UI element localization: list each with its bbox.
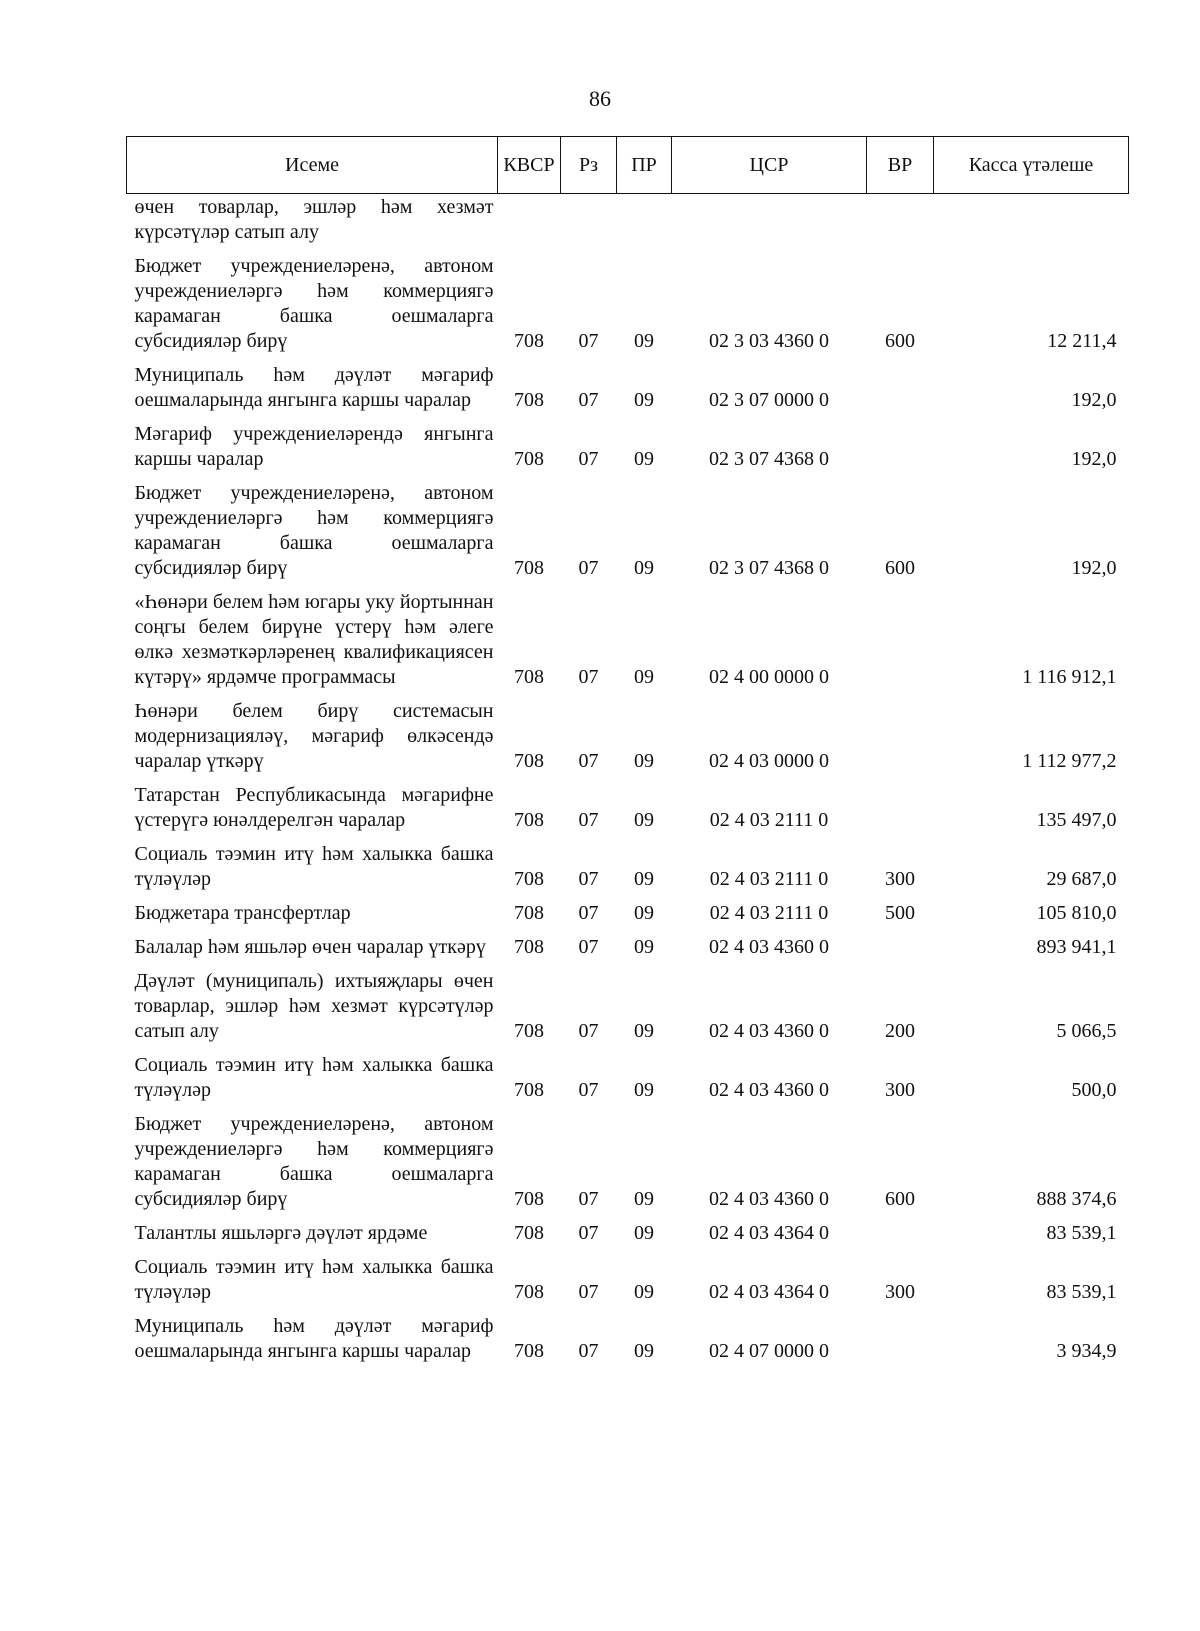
cell-pr: 09 [634,868,654,890]
header-kassa: Касса үтәлеше [934,137,1129,194]
cell-vr [867,584,934,693]
cell-amount: 5 066,5 [1056,1020,1117,1042]
cell-kvsr: 708 [514,1079,544,1101]
cell-kvsr: 708 [514,330,544,352]
cell-kvsr: 708 [514,809,544,831]
header-vr: ВР [867,137,934,194]
table-row [127,1106,1129,1215]
cell-kvsr: 708 [514,1281,544,1303]
cell-name: «Һөнәри белем һәм югары уку йортыннан соңгы белем бирүне үстерү һәм әлеге өлкә хезмәткәрләренең квалификациясен күтәрү» ярдәмче программасы [134,591,494,688]
cell-kvsr: 708 [514,666,544,688]
cell-vr [867,416,934,475]
cell-pr: 09 [634,902,654,924]
cell-csr: 02 4 03 2111 0 [709,868,829,890]
cell-kvsr: 708 [514,389,544,411]
cell-name: өчен товарлар, эшләр һәм хезмәт күрсәтүләр сатып алу [134,196,494,243]
cell-rz: 07 [578,1281,599,1303]
header-name: Исеме [127,137,498,194]
cell-csr: 02 3 07 4368 0 [709,557,829,579]
cell-name: Муниципаль һәм дәүләт мәгариф оешмаларында янгынга каршы чаралар [134,1315,494,1362]
cell-rz: 07 [578,936,599,958]
table-row [127,895,1129,929]
cell-pr: 09 [634,1340,654,1362]
cell-amount: 12 211,4 [1047,330,1117,352]
cell-vr [867,929,934,963]
cell-vr [867,1215,934,1249]
table-row [127,1047,1129,1106]
cell-vr [867,693,934,777]
cell-kvsr: 708 [514,1340,544,1362]
cell-csr: 02 3 07 0000 0 [709,389,829,411]
table-row [127,416,1129,475]
cell-kvsr: 708 [514,868,544,890]
cell-name: Балалар һәм яшьләр өчен чаралар үткәрү [134,936,486,958]
cell-pr: 09 [634,1281,654,1303]
cell-vr: 300 [885,868,915,890]
cell-amount: 1 116 912,1 [1022,666,1117,688]
cell-amount: 500,0 [1071,1079,1117,1101]
cell-amount: 29 687,0 [1046,868,1117,890]
cell-name: Социаль тәэмин итү һәм халыкка башка түләүләр [134,1256,494,1303]
table-row [127,693,1129,777]
cell-amount: 105 810,0 [1036,902,1117,924]
header-csr: ЦСР [672,137,867,194]
cell-kvsr [498,194,561,249]
cell-vr [867,357,934,416]
cell-vr: 200 [885,1020,915,1042]
cell-csr: 02 4 03 0000 0 [709,750,829,772]
cell-amount: 83 539,1 [1046,1222,1117,1244]
cell-pr: 09 [634,330,654,352]
cell-name: Талантлы яшьләргә дәүләт ярдәме [134,1222,428,1244]
cell-pr: 09 [634,1020,654,1042]
table-row [127,248,1129,357]
cell-kvsr: 708 [514,557,544,579]
cell-pr: 09 [634,809,654,831]
cell-amount: 3 934,9 [1056,1340,1117,1362]
cell-rz: 07 [578,1222,599,1244]
cell-name: Социаль тәэмин итү һәм халыкка башка түләүләр [134,843,494,890]
cell-name: Социаль тәэмин итү һәм халыкка башка түләүләр [134,1054,494,1101]
cell-csr: 02 3 07 4368 0 [709,448,829,470]
cell-rz: 07 [578,1340,599,1362]
cell-vr [867,777,934,836]
table-row [127,1215,1129,1249]
cell-rz: 07 [578,666,599,688]
cell-rz: 07 [578,809,599,831]
cell-name: Бюджет учреждениеләренә, автоном учреждениеләргә һәм коммерциягә карамаган башка оешмаларга субсидияләр бирү [134,482,494,579]
table-row [127,357,1129,416]
cell-csr: 02 4 00 0000 0 [709,666,829,688]
cell-rz: 07 [578,750,599,772]
cell-name: Мәгариф учреждениеләрендә янгынга каршы чаралар [134,423,494,470]
cell-kvsr: 708 [514,936,544,958]
table-row [127,1249,1129,1308]
cell-amount: 893 941,1 [1036,936,1117,958]
cell-rz: 07 [578,902,599,924]
budget-table [126,136,1129,1367]
cell-amount: 192,0 [1071,389,1117,411]
cell-pr: 09 [634,448,654,470]
cell-csr: 02 4 03 4360 0 [709,1020,829,1042]
cell-pr: 09 [634,1079,654,1101]
table-row [127,836,1129,895]
cell-vr [867,1308,934,1367]
cell-rz: 07 [578,557,599,579]
cell-vr: 300 [885,1281,915,1303]
cell-rz: 07 [578,1020,599,1042]
cell-vr [867,194,934,249]
cell-amount: 135 497,0 [1036,809,1117,831]
page-number: 86 [589,86,611,111]
header-rz: Рз [561,137,617,194]
cell-amount: 888 374,6 [1036,1188,1117,1210]
cell-pr: 09 [634,936,654,958]
cell-pr: 09 [634,1188,654,1210]
cell-pr: 09 [634,666,654,688]
cell-vr: 600 [885,1188,915,1210]
cell-pr [617,194,672,249]
cell-csr: 02 4 03 2111 0 [709,809,829,831]
cell-pr: 09 [634,750,654,772]
cell-rz: 07 [578,1188,599,1210]
table-row [127,194,1129,249]
cell-amount: 192,0 [1071,448,1117,470]
cell-name: Бюджетара трансфертлар [134,902,351,924]
cell-kvsr: 708 [514,1020,544,1042]
table-row [127,584,1129,693]
cell-rz [561,194,617,249]
cell-vr: 600 [885,557,915,579]
cell-kvsr: 708 [514,902,544,924]
table-header-row [127,137,1129,194]
table-row [127,963,1129,1047]
cell-pr: 09 [634,389,654,411]
table-row [127,475,1129,584]
cell-kvsr: 708 [514,1188,544,1210]
table-row [127,777,1129,836]
cell-vr: 600 [885,330,915,352]
header-kvsr: КВСР [498,137,561,194]
table-row [127,1308,1129,1367]
cell-amount [934,194,1129,249]
header-pr: ПР [617,137,672,194]
cell-rz: 07 [578,868,599,890]
cell-name: Муниципаль һәм дәүләт мәгариф оешмаларында янгынга каршы чаралар [134,364,494,411]
cell-rz: 07 [578,330,599,352]
cell-csr: 02 4 03 2111 0 [709,902,829,924]
cell-name: Бюджет учреждениеләренә, автоном учреждениеләргә һәм коммерциягә карамаган башка оешмаларга субсидияләр бирү [134,1113,494,1210]
cell-csr: 02 4 03 4360 0 [709,1188,829,1210]
cell-kvsr: 708 [514,750,544,772]
cell-csr: 02 4 03 4364 0 [709,1222,829,1244]
cell-kvsr: 708 [514,448,544,470]
cell-kvsr: 708 [514,1222,544,1244]
cell-pr: 09 [634,557,654,579]
cell-rz: 07 [578,448,599,470]
table-row [127,929,1129,963]
cell-vr: 500 [885,902,915,924]
cell-csr: 02 4 03 4360 0 [709,936,829,958]
cell-vr: 300 [885,1079,915,1101]
cell-name: Татарстан Республикасында мәгарифне үстерүгә юнәлдерелгән чаралар [134,784,494,831]
cell-amount: 192,0 [1071,557,1117,579]
cell-csr: 02 4 07 0000 0 [709,1340,829,1362]
cell-name: Һөнәри белем бирү системасын модернизацияләү, мәгариф өлкәсендә чаралар үткәрү [134,700,494,772]
cell-amount: 83 539,1 [1046,1281,1117,1303]
cell-rz: 07 [578,1079,599,1101]
cell-csr: 02 4 03 4360 0 [709,1079,829,1101]
cell-name: Бюджет учреждениеләренә, автоном учреждениеләргә һәм коммерциягә карамаган башка оешмаларга субсидияләр бирү [134,255,494,352]
cell-pr: 09 [634,1222,654,1244]
cell-csr [672,194,867,249]
cell-rz: 07 [578,389,599,411]
cell-csr: 02 4 03 4364 0 [709,1281,829,1303]
cell-amount: 1 112 977,2 [1022,750,1117,772]
cell-csr: 02 3 03 4360 0 [709,330,829,352]
cell-name: Дәүләт (муниципаль) ихтыяҗлары өчен товарлар, эшләр һәм хезмәт күрсәтүләр сатып алу [134,970,494,1042]
table-body [127,194,1129,1368]
